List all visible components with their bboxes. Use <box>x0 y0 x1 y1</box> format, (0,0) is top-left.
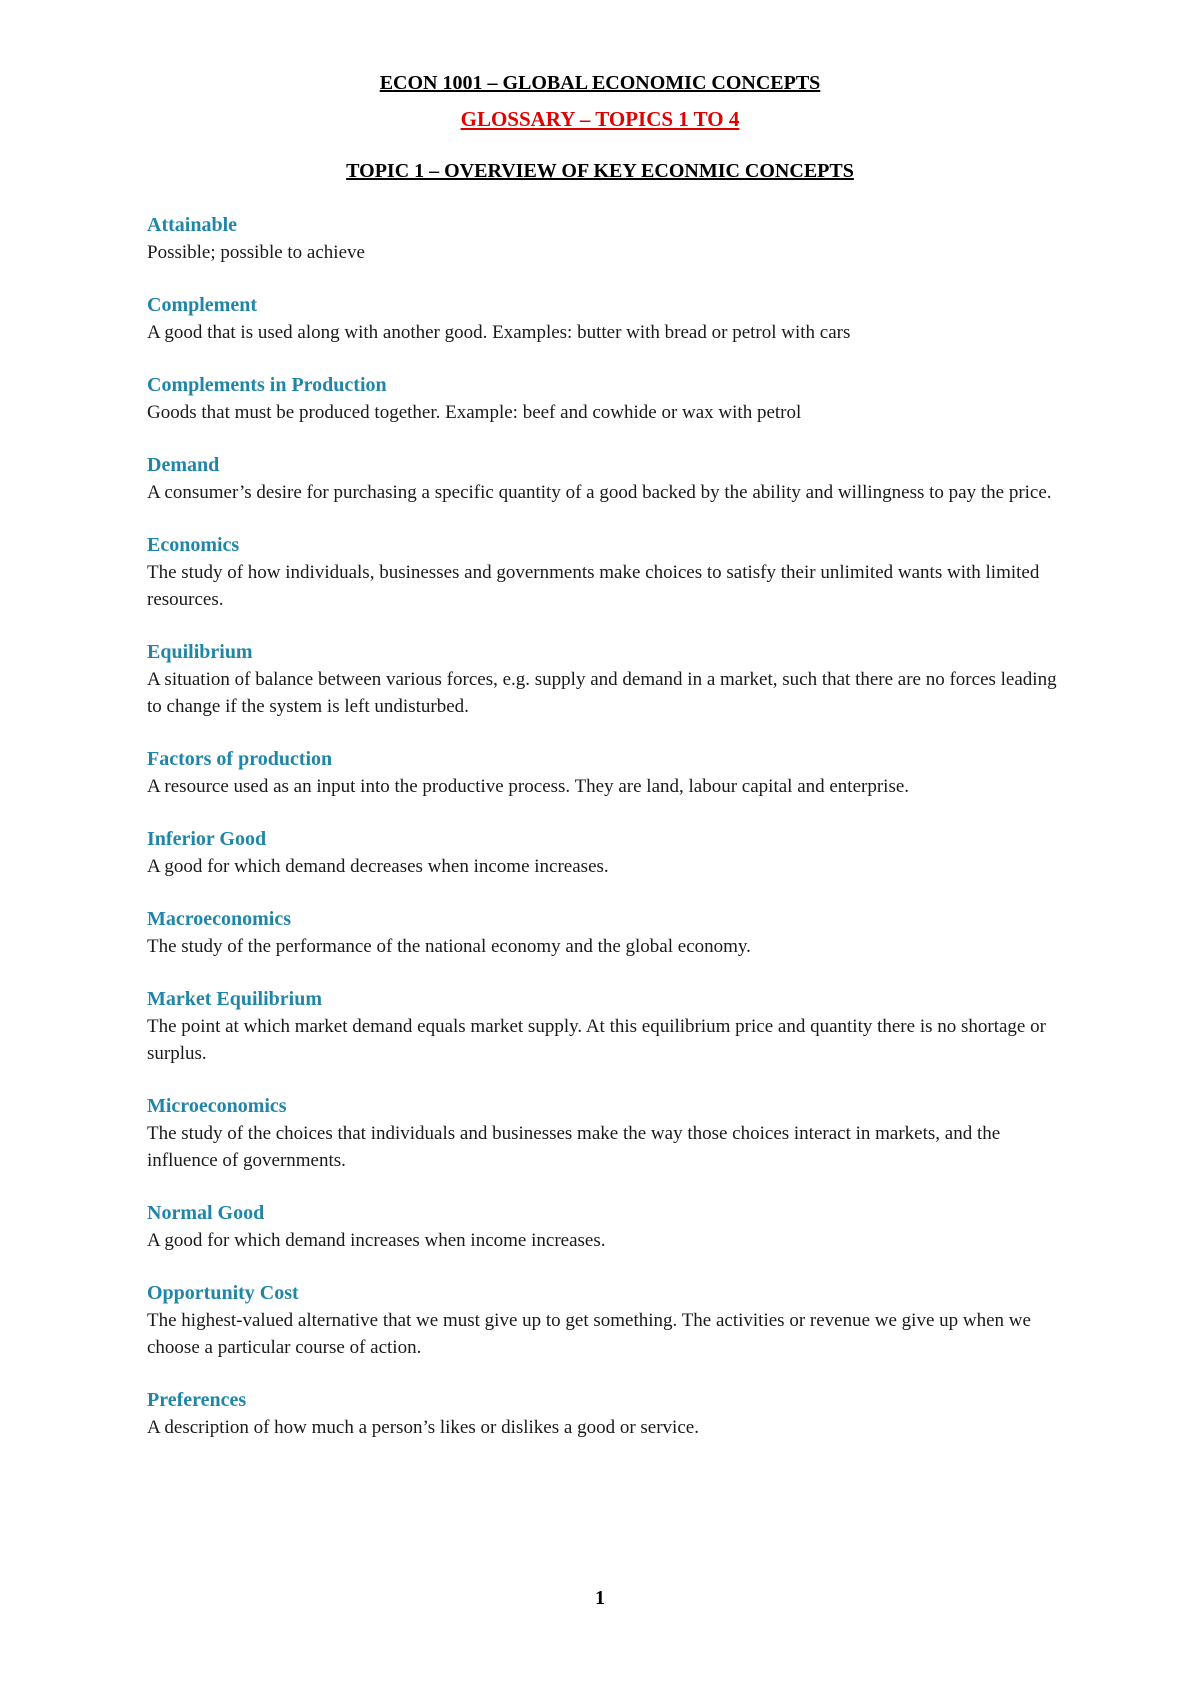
glossary-term: Inferior Good <box>147 828 267 850</box>
glossary-term: Complements in Production <box>147 374 387 396</box>
glossary-term: Macroeconomics <box>147 908 292 930</box>
glossary-term: Economics <box>147 534 240 556</box>
glossary-entry <box>147 452 1067 506</box>
glossary-entry <box>147 826 1067 880</box>
page-number: 1 <box>595 1587 605 1609</box>
glossary-entry <box>147 212 1067 266</box>
glossary-definition: The highest-valued alternative that we must give up to get something. The activities or revenue we give up when we choose a particular course of action. <box>147 1310 1031 1358</box>
glossary-definition: The study of how individuals, businesses and governments make choices to satisfy their unlimited wants with limited resources. <box>147 562 1040 610</box>
glossary-definition: A description of how much a person’s likes or dislikes a good or service. <box>147 1417 699 1438</box>
document-subtitle: GLOSSARY – TOPICS 1 TO 4 <box>460 107 740 131</box>
glossary-entry <box>147 372 1067 426</box>
glossary-term: Preferences <box>147 1389 247 1411</box>
glossary-term: Factors of production <box>147 748 333 770</box>
glossary-definition: The point at which market demand equals market supply. At this equilibrium price and quantity there is no shortage or surplus. <box>147 1016 1046 1064</box>
glossary-entry <box>147 906 1067 960</box>
glossary-list <box>147 212 1067 1467</box>
glossary-entry <box>147 746 1067 800</box>
glossary-definition: A consumer’s desire for purchasing a specific quantity of a good backed by the ability and willingness to pay the price. <box>147 482 1052 503</box>
glossary-entry <box>147 1387 1067 1441</box>
topic-heading: TOPIC 1 – OVERVIEW OF KEY ECONMIC CONCEPTS <box>346 160 854 182</box>
glossary-definition: A good for which demand increases when income increases. <box>147 1230 606 1251</box>
glossary-term: Attainable <box>147 214 237 236</box>
glossary-term: Microeconomics <box>147 1095 287 1117</box>
glossary-definition: A good that is used along with another good. Examples: butter with bread or petrol with cars <box>147 322 851 343</box>
document-title: ECON 1001 – GLOBAL ECONOMIC CONCEPTS <box>379 72 821 94</box>
glossary-term: Demand <box>147 454 220 476</box>
glossary-definition: The study of the performance of the national economy and the global economy. <box>147 936 751 957</box>
glossary-definition: Possible; possible to achieve <box>147 242 365 263</box>
glossary-entry <box>147 986 1067 1067</box>
glossary-term: Complement <box>147 294 257 316</box>
glossary-entry <box>147 639 1067 720</box>
glossary-entry <box>147 1200 1067 1254</box>
glossary-definition: A good for which demand decreases when income increases. <box>147 856 609 877</box>
glossary-entry <box>147 1280 1067 1361</box>
glossary-term: Equilibrium <box>147 641 253 663</box>
glossary-term: Normal Good <box>147 1202 265 1224</box>
glossary-entry <box>147 532 1067 613</box>
glossary-definition: A situation of balance between various forces, e.g. supply and demand in a market, such that there are no forces leading to change if the system is left undisturbed. <box>147 669 1057 717</box>
glossary-definition: The study of the choices that individuals and businesses make the way those choices interact in markets, and the influence of governments. <box>147 1123 1001 1171</box>
glossary-definition: Goods that must be produced together. Example: beef and cowhide or wax with petrol <box>147 402 802 423</box>
glossary-term: Opportunity Cost <box>147 1282 299 1304</box>
glossary-term: Market Equilibrium <box>147 988 323 1010</box>
glossary-entry <box>147 1093 1067 1174</box>
glossary-entry <box>147 292 1067 346</box>
glossary-definition: A resource used as an input into the productive process. They are land, labour capital and enterprise. <box>147 776 910 797</box>
